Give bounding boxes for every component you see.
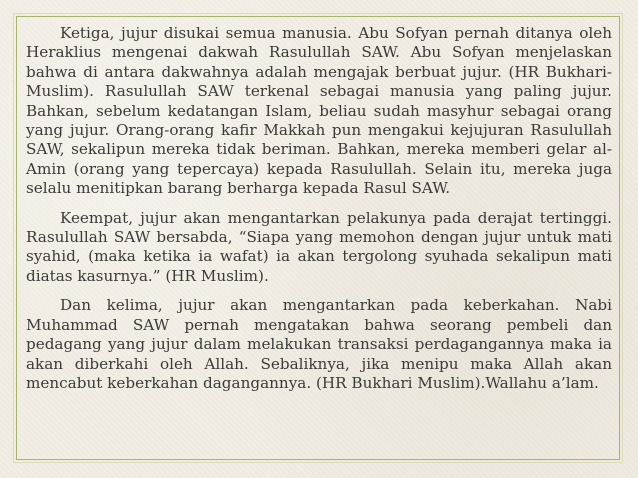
paragraph-ketiga: Ketiga, jujur disukai semua manusia. Abu Sofyan pernah ditanya oleh Heraklius mengenai dakwah Rasulullah SAW. Abu Sofyan menjelaskan bahwa di antara dakwahnya adalah mengajak berbuat jujur. (HR Bukhari-Muslim). Rasulullah SAW terkenal sebagai manusia yang paling jujur. Bahkan, sebelum kedatangan Islam, beliau sudah masyhur sebagai orang yang jujur. Orang-orang kafir Makkah pun mengakui kejujuran Rasulullah SAW, sekalipun mereka tidak beriman. Bahkan, mereka memberi gelar al-Amin (orang yang tepercaya) kepada Rasulullah. Selain itu, mereka juga selalu menitipkan barang berharga kepada Rasul SAW. [26,24,612,198]
paragraph-kelima: Dan kelima, jujur akan mengantarkan pada keberkahan. Nabi Muhammad SAW pernah mengatakan bahwa seorang pembeli dan pedagang yang jujur dalam melakukan transaksi perdagangannya maka ia akan diberkahi oleh Allah. Sebaliknya, jika menipu maka Allah akan mencabut keberkahan dagangannya. (HR Bukhari Muslim).Wallahu a’lam. [26,296,612,392]
paragraph-keempat: Keempat, jujur akan mengantarkan pelakunya pada derajat tertinggi. Rasulullah SAW bersabda, “Siapa yang memohon dengan jujur untuk mati syahid, (maka ketika ia wafat) ia akan tergolong syuhada sekalipun mati diatas kasurnya.” (HR Muslim). [26,208,612,285]
slide-text-body [26,24,612,403]
